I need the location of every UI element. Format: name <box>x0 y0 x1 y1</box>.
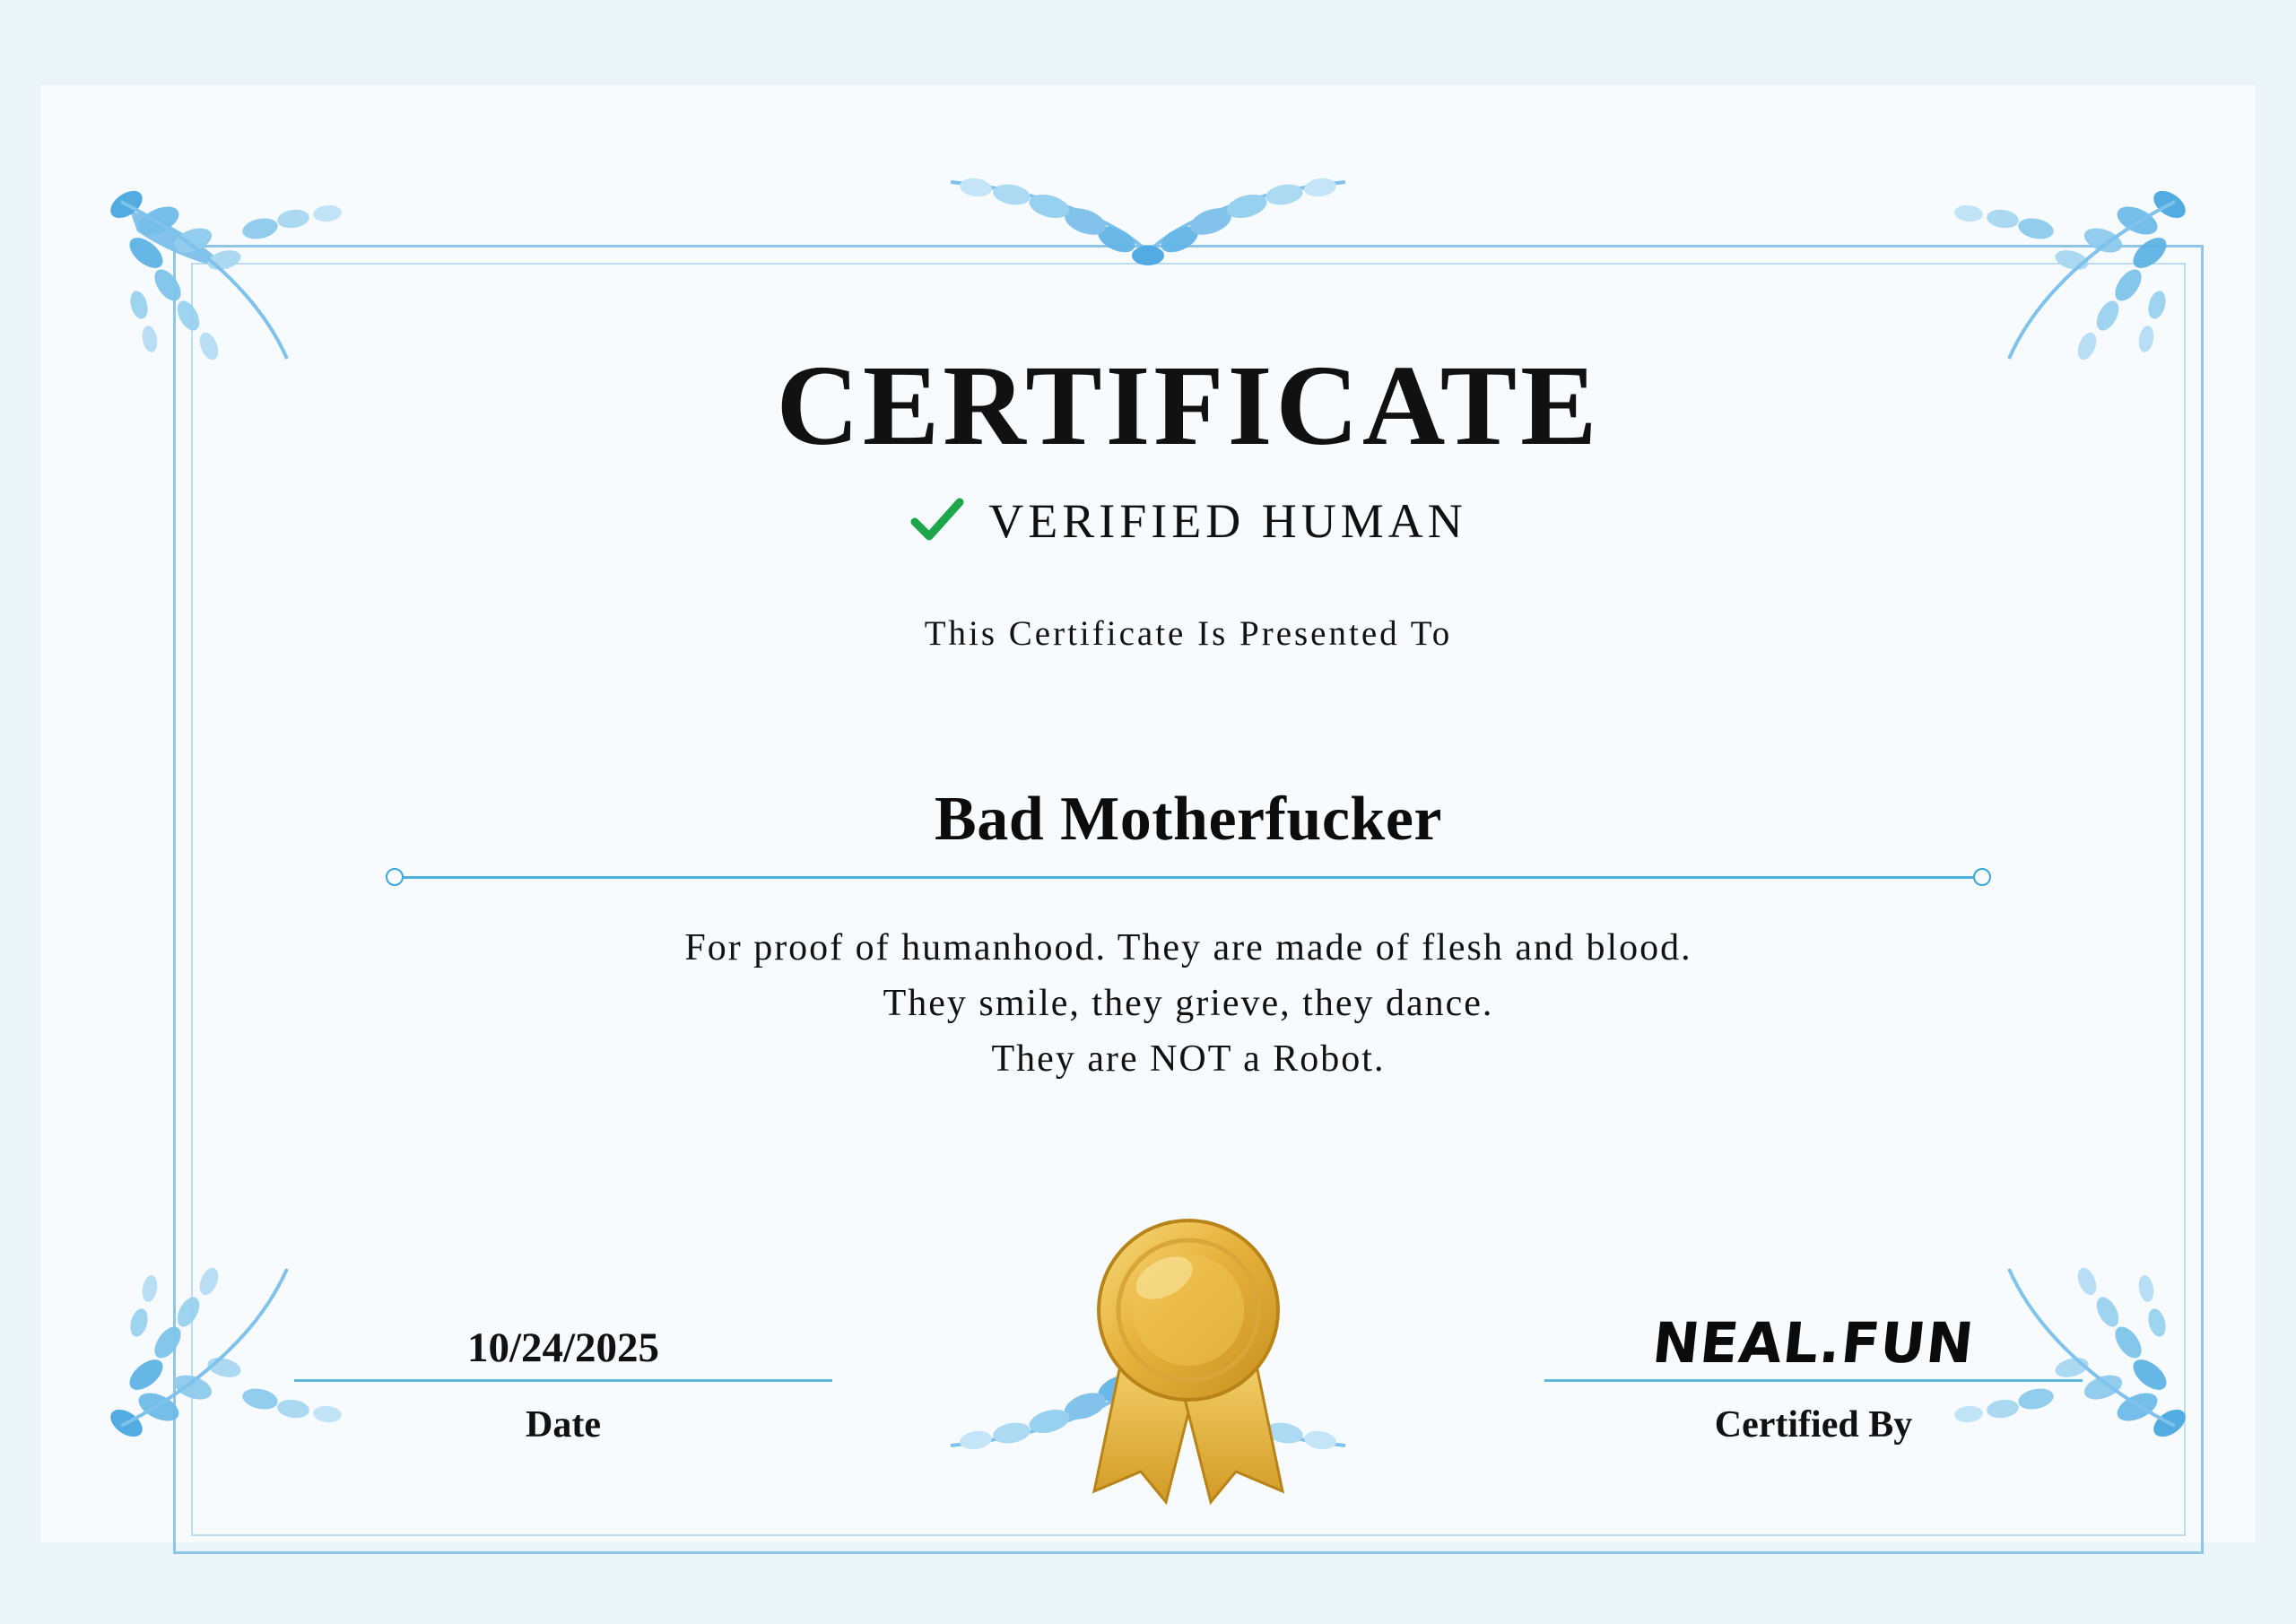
signature-label: Certified By <box>1714 1404 1913 1446</box>
signature-underline <box>1544 1379 2083 1382</box>
divider-line <box>404 876 1973 879</box>
date-block <box>294 1324 832 1446</box>
divider-dot-right <box>1973 868 1991 886</box>
verified-human-label: VERIFIED HUMAN <box>988 494 1467 548</box>
certificate-footer <box>191 1213 2186 1446</box>
signature-block <box>1544 1310 2083 1446</box>
signature-value: NEAL.FUN <box>1649 1310 1978 1376</box>
date-underline <box>294 1379 832 1382</box>
award-seal <box>1040 1213 1336 1509</box>
presented-to-label: This Certificate Is Presented To <box>924 614 1453 653</box>
divider-dot-left <box>386 868 404 886</box>
description-line: For proof of humanhood. They are made of flesh and blood. <box>684 927 1692 968</box>
verified-human-badge <box>909 493 1466 549</box>
description-text <box>684 920 1692 1087</box>
certificate-content <box>191 263 2186 1536</box>
certificate-card <box>40 85 2256 1542</box>
date-value: 10/24/2025 <box>466 1324 660 1371</box>
green-check-icon <box>909 495 965 547</box>
recipient-divider <box>386 868 1991 886</box>
description-line: They smile, they grieve, they dance. <box>883 983 1494 1025</box>
description-line: They are NOT a Robot. <box>991 1038 1386 1081</box>
date-label: Date <box>526 1404 601 1446</box>
recipient-name: Bad Motherfucker <box>935 785 1442 854</box>
page-title: CERTIFICATE <box>776 342 1601 469</box>
gold-award-ribbon-icon <box>1058 1213 1318 1509</box>
